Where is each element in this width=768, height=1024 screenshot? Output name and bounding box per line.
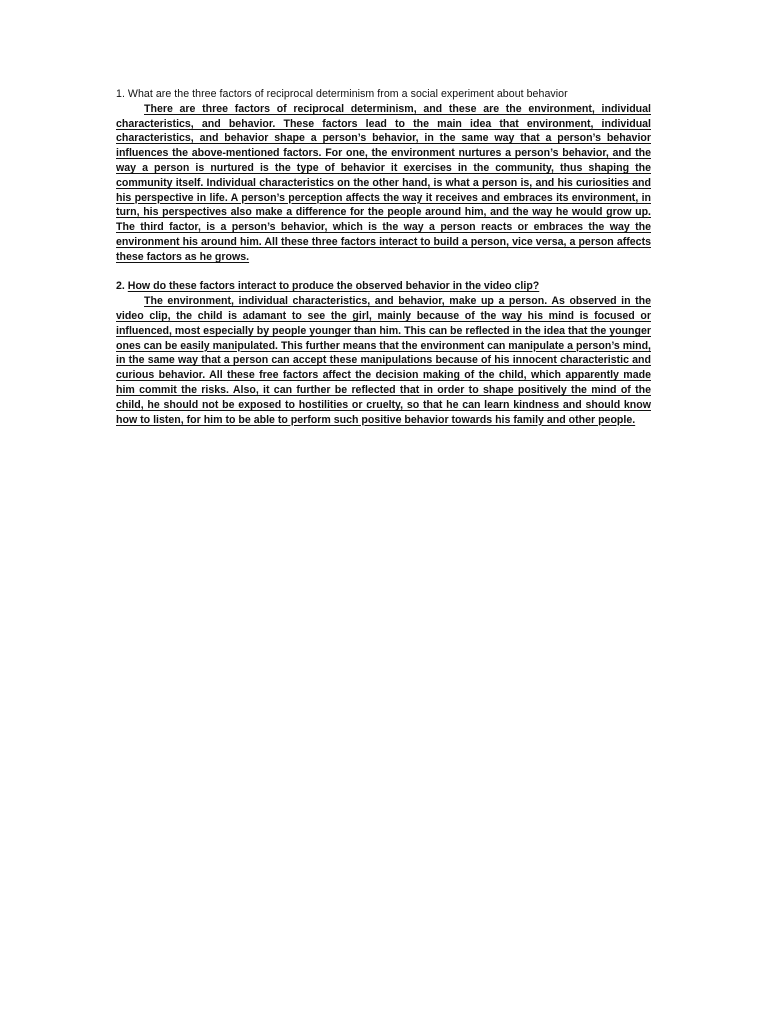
paragraph-gap	[116, 265, 651, 280]
document-body	[116, 87, 651, 427]
question-1: 1. What are the three factors of reciprocal determinism from a social experiment about behavior	[116, 88, 568, 100]
answer-2: The environment, individual characteristics, and behavior, make up a person. As observed in the video clip, the child is adamant to see the girl, mainly because of the way his mind is focused or influenced, most especially by people younger than him. This can be reflected in the idea that the younger ones can be easily manipulated. This further means that the environment can manipulate a person’s mind, in the same way that a person can accept these manipulations because of his innocent characteristic and curious behavior. All these free factors affect the decision making of the child, which apparently made him commit the risks. Also, it can further be reflected that in order to shape positively the mind of the child, he should not be exposed to hostilities or cruelty, so that he can learn kindness and should know how to listen, for him to be able to perform such positive behavior towards his family and other people.	[116, 295, 651, 426]
question-2-number: 2.	[116, 280, 125, 293]
question-2-text: How do these factors interact to produce the observed behavior in the video clip?	[127, 280, 540, 293]
question-2	[116, 279, 651, 294]
answer-1: There are three factors of reciprocal determinism, and these are the environment, individual characteristics, and behavior. These factors lead to the main idea that environment, individual characteristics, and behavior shape a person’s behavior, in the same way that a person’s behavior influences the above-mentioned factors. For one, the environment nurtures a person’s behavior, and the way a person is nurtured is the type of behavior it exercises in the community, thus shaping the community itself. Individual characteristics on the other hand, is what a person is, and his curiosities and his perspective in life. A person’s perception affects the way it receives and embraces its environment, in turn, his perspectives also make a difference for the people around him, and the way he would grow up. The third factor, is a person’s behavior, which is the way a person reacts or embraces the way the environment his around him. All these three factors interact to build a person, vice versa, a person affects these factors as he grows.	[116, 102, 651, 263]
